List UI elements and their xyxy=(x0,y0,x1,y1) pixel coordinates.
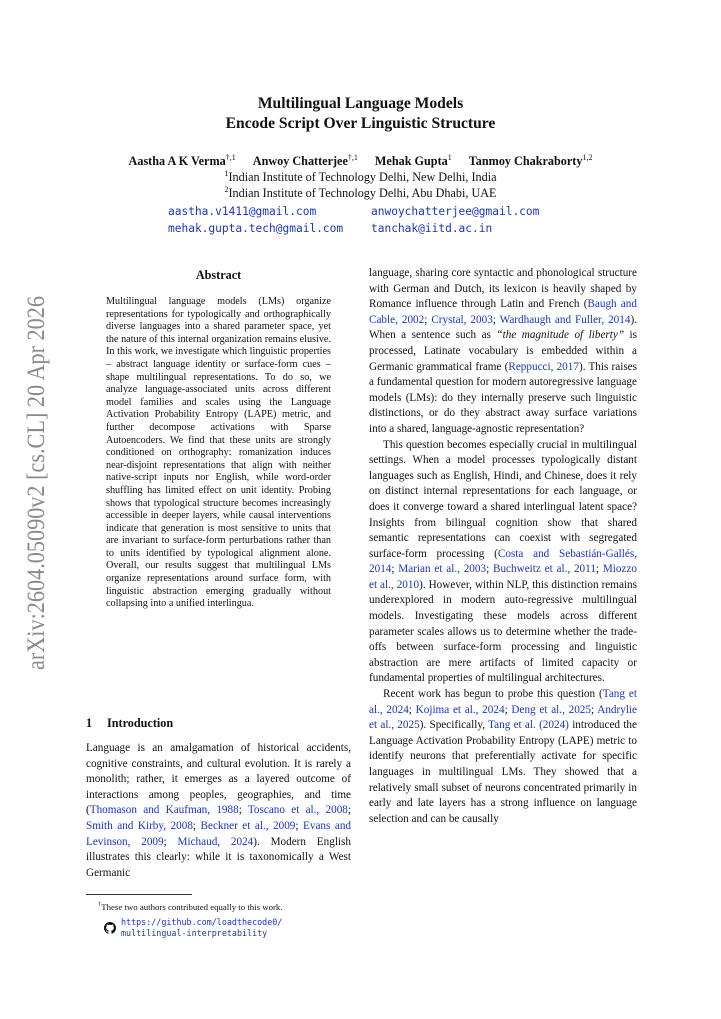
email-block xyxy=(0,203,721,237)
italic-quote: “the magnitude of liberty” xyxy=(496,329,625,342)
citation-link[interactable]: Thomason and Kaufman, 1988 xyxy=(89,804,239,817)
affiliation: $^2$Indian Institute of Technology Delhi, Abu Dhabi, UAE xyxy=(224,185,497,201)
citation-link[interactable]: Michaud, 2024 xyxy=(177,835,254,848)
section-title: Introduction xyxy=(107,716,174,730)
footnote-rule xyxy=(86,894,192,895)
text-run: ; xyxy=(424,313,432,326)
text-run: ; xyxy=(504,703,512,716)
text-run: ). Modern English illustrates this clearly: while it is taxonomically a West Germanic xyxy=(86,835,351,879)
citation-link[interactable]: Wardhaugh and Fuller, 2014 xyxy=(499,313,631,326)
section-number: 1 xyxy=(86,716,93,730)
citation-link[interactable]: Crystal, 2003 xyxy=(431,313,493,326)
arxiv-id-text: arXiv:2604.05090v2 [cs.CL] 20 Apr 2026 xyxy=(23,249,50,670)
text-run: This question becomes especially crucial in multilingual settings. When a model processes typologically distant languages such as English, Hindi, and Chinese, does it rely on distinct internal representations for each language, or does it converge toward a shared interlingual latent space? Insights from bilingual cognition show that shared semantic representations can coexist with segregated surface-form processing ( xyxy=(369,438,637,560)
text-run: ; xyxy=(192,819,201,832)
footnote: †These two authors contributed equally to this work. xyxy=(98,901,283,912)
text-run: introduced the Language Activation Probability Entropy (LAPE) metric to identify neurons that preferentially activate for specific languages in multilingual LMs. They showed that a relatively small subset of neurons concentrated primarily in early and late layers has a strong influence on language selection and can be causally xyxy=(369,719,637,825)
intro-paragraph xyxy=(369,687,637,827)
email-link[interactable]: tanchak@iitd.ac.in xyxy=(371,222,493,235)
title-line-1: Multilingual Language Models xyxy=(257,95,464,112)
citation-link[interactable]: Smith and Kirby, 2008 xyxy=(86,819,193,832)
github-icon xyxy=(104,922,116,934)
text-run: ). When a sentence such as xyxy=(369,313,637,342)
intro-right-column xyxy=(369,266,637,827)
text-run: ; xyxy=(591,703,598,716)
email-link[interactable]: aastha.v1411@gmail.com xyxy=(168,205,317,218)
citation-link[interactable]: Andrylie et al., 2025 xyxy=(369,703,638,732)
citation-link[interactable]: Tang et al., 2024 xyxy=(369,688,637,716)
citation-link[interactable]: Marian et al., 2003 xyxy=(398,563,487,576)
citation-link[interactable]: Evans and Levinson, 2009 xyxy=(86,819,352,848)
citation-link[interactable]: Kojima et al., 2024 xyxy=(415,703,505,716)
citation-link[interactable]: Buchweitz et al., 2011 xyxy=(493,563,596,576)
intro-left-column xyxy=(86,741,351,881)
citation-link[interactable]: Miozzo et al., 2010 xyxy=(369,563,638,591)
text-run: ; xyxy=(486,563,493,576)
text-run: ; xyxy=(238,804,248,817)
author: Mehak Gupta$^1$ xyxy=(374,153,452,169)
arxiv-stamp xyxy=(8,249,58,670)
citation-link[interactable]: Tang et al. (2024) xyxy=(488,719,569,732)
text-run: ; xyxy=(163,835,178,848)
citation-link[interactable]: Reppucci, 2017 xyxy=(508,360,579,373)
text-run: is processed, Latinate vocabulary is embedded within a Germanic grammatical frame ( xyxy=(369,329,637,373)
citation-link[interactable]: Deng et al., 2025 xyxy=(511,703,591,716)
text-run: ; xyxy=(295,819,304,832)
text-run: ; xyxy=(408,703,416,716)
text-run: ; xyxy=(391,563,399,576)
intro-paragraph xyxy=(86,741,351,881)
github-link-footnote xyxy=(104,917,282,939)
citation-link[interactable]: Costa and Sebastián-Gallés, 2014 xyxy=(369,547,637,576)
text-run: ). Specifically, xyxy=(419,719,489,732)
title-line-2: Encode Script Over Linguistic Structure xyxy=(225,115,496,132)
author: Tanmoy Chakraborty$^{1,2}$ xyxy=(468,153,593,169)
text-run: ; xyxy=(595,563,603,576)
email-link[interactable]: mehak.gupta.tech@gmail.com xyxy=(168,222,344,235)
text-run: ; xyxy=(347,804,352,817)
intro-paragraph xyxy=(369,438,637,688)
text-run: ). This raises a fundamental question for modern autoregressive language models (LMs): do they internally preserve such linguistic distinctions, or do they abstract away surface variations into a shared, language-agnostic representation? xyxy=(369,360,638,435)
citation-link[interactable]: Toscano et al., 2008 xyxy=(247,804,348,817)
github-url[interactable]: https://github.com/loadthecode0/ multilingual-interpretability xyxy=(121,917,283,938)
affiliation: $^1$Indian Institute of Technology Delhi, New Delhi, India xyxy=(224,169,497,185)
text-run: ). However, within NLP, this distinction remains underexplored in modern auto-regressive multilingual models. Investigating these models across different parameter scales allows us to determine whether the trade-offs between surface-form processing and linguistic abstraction are mere artifacts of limited capacity or fundamental properties of multilingual architectures. xyxy=(369,578,637,685)
text-run: ; xyxy=(492,313,500,326)
abstract-text: Multilingual language models (LMs) organize representations for typologically and orthographically diverse languages into a shared parameter space, yet the nature of this internal organization remains elusive. In this work, we investigate which linguistic properties – abstract language identity or surface-form cues – shape multilingual representations. To do so, we analyze language-associated units across different model families and scales using the Language Activation Probability Entropy (LAPE) metric, and further decompose activations with Sparse Autoencoders. We find that these units are strongly conditioned on orthography: romanization induces near-disjoint representations that align with neither native-script inputs nor English, while word-order shuffling has limited effect on unit identity. Probing shows that typological structure becomes increasingly accessible in deeper layers, while causal interventions indicate that generation is most sensitive to units that are invariant to surface-form perturbations rather than to units identified by typological alignment alone. Overall, our results suggest that multilingual LMs organize representations around surface form, with linguistic abstraction emerging gradually without collapsing into a unified interlingua. xyxy=(106,296,331,610)
intro-paragraph-continued xyxy=(369,266,637,438)
text-run: language, sharing core syntactic and phonological structure with German and Dutch, its lexicon is heavily shaped by Romance influence through Latin and French ( xyxy=(369,267,637,311)
section-heading xyxy=(86,716,351,731)
paper-title xyxy=(0,94,721,134)
text-run: Recent work has begun to probe this question ( xyxy=(383,688,603,701)
author: Anwoy Chatterjee$^{\dagger,1}$ xyxy=(252,153,358,169)
author: Aastha A K Verma$^{\dagger,1}$ xyxy=(128,153,236,169)
email-link[interactable]: anwoychatterjee@gmail.com xyxy=(371,205,540,218)
text-run: Language is an amalgamation of historical accidents, cognitive constraints, and cultural evolution. It is rarely a monolith; rather, it emerges as a layered outcome of interactions among peoples, geographies, and time ( xyxy=(86,742,351,817)
abstract-heading: Abstract xyxy=(195,268,242,282)
citation-link[interactable]: Beckner et al., 2009 xyxy=(200,819,296,832)
citation-link[interactable]: Baugh and Cable, 2002 xyxy=(369,298,637,326)
